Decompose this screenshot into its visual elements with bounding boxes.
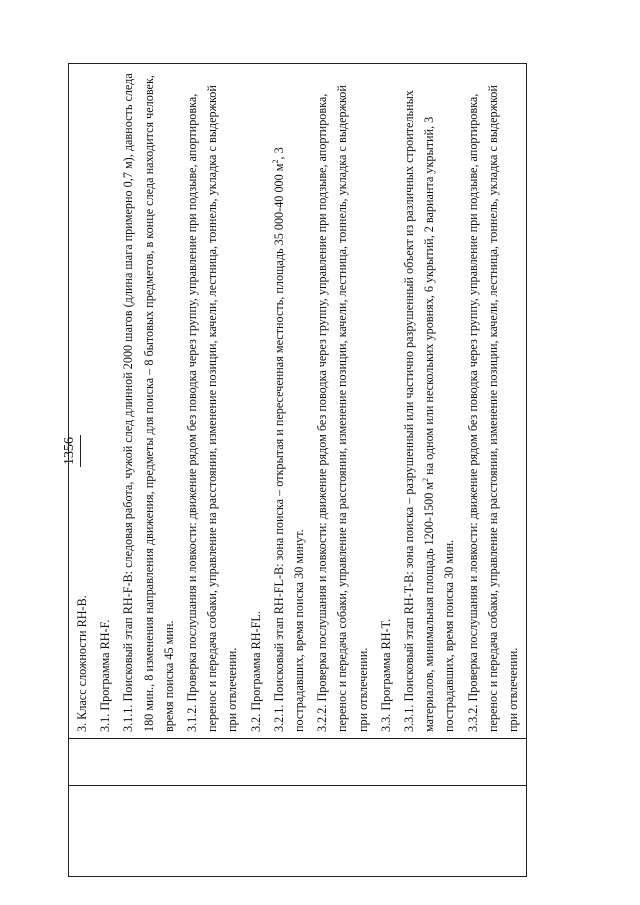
- empty-column-2: [69, 739, 527, 786]
- obedience-paragraph: 3.2.2. Проверка послушания и ловкости: движение рядом без поводка через группу, управление при подзыве, апортировка, перенос и передача собаки, управление на расстоянии, изменение позиции, качели, лестница, тоннель, укладка с выдержкой при отвлечении.: [315, 85, 370, 732]
- page-number: 1356: [62, 437, 77, 465]
- program-heading: 3.1. Программа RH-F.: [98, 619, 113, 732]
- program-heading: 3.2. Программа RH-FL.: [248, 611, 263, 732]
- stage-paragraph: 3.3.1. Поисковый этап RH-T-B: зона поиска – разрушенный или частично разрушенный объект из различных строительных материалов, минимальная площадь 1200-1500 $м^2$ на одном или нескольких уровнях, 6 укрытий, 2 варианта укрытий, 3 пострадавших, время поиска 30 мин.: [402, 90, 457, 732]
- empty-column-1: [69, 786, 527, 877]
- stage-paragraph: 3.1.1. Поисковый этап RH-F-B: следовая работа, чужой след длинной 2000 шагов (длина шага примерно 0,7 м), давность следа 180 мин., 8 изменения направления движения, предметы для поиска – 8 бытовых предметов, в конце следа находится человек, время поиска 45 мин.: [121, 73, 176, 732]
- program-heading: 3.3. Программа RH-T.: [378, 618, 393, 732]
- section-heading: 3. Класс сложности RH-B.: [75, 595, 89, 732]
- content-column: [69, 64, 527, 739]
- obedience-paragraph: 3.1.2. Проверка послушания и ловкости: движение рядом без поводка через группу, управление при подзыве, апортировка, перенос и передача собаки, управление на расстоянии, изменение позиции, качели, лестница, тоннель, укладка с выдержкой при отвлечении.: [185, 85, 240, 732]
- requirements-table: [68, 63, 527, 877]
- stage-paragraph: 3.2.1. Поисковый этап RH-FL-B: зона поиска – открытая и пересеченная местность, площадь 35 000-40 000 $м^2$, 3 пострадавших, время поиска 30 минут.: [270, 147, 307, 732]
- rotated-table-page: [68, 63, 521, 877]
- table-row: [69, 64, 527, 877]
- obedience-paragraph: 3.3.2. Проверка послушания и ловкости: движение рядом без поводка через группу, управление при подзыве, апортировка, перенос и передача собаки, управление на расстоянии, изменение позиции, качели, лестница, тоннель, укладка с выдержкой при отвлечении.: [465, 85, 521, 732]
